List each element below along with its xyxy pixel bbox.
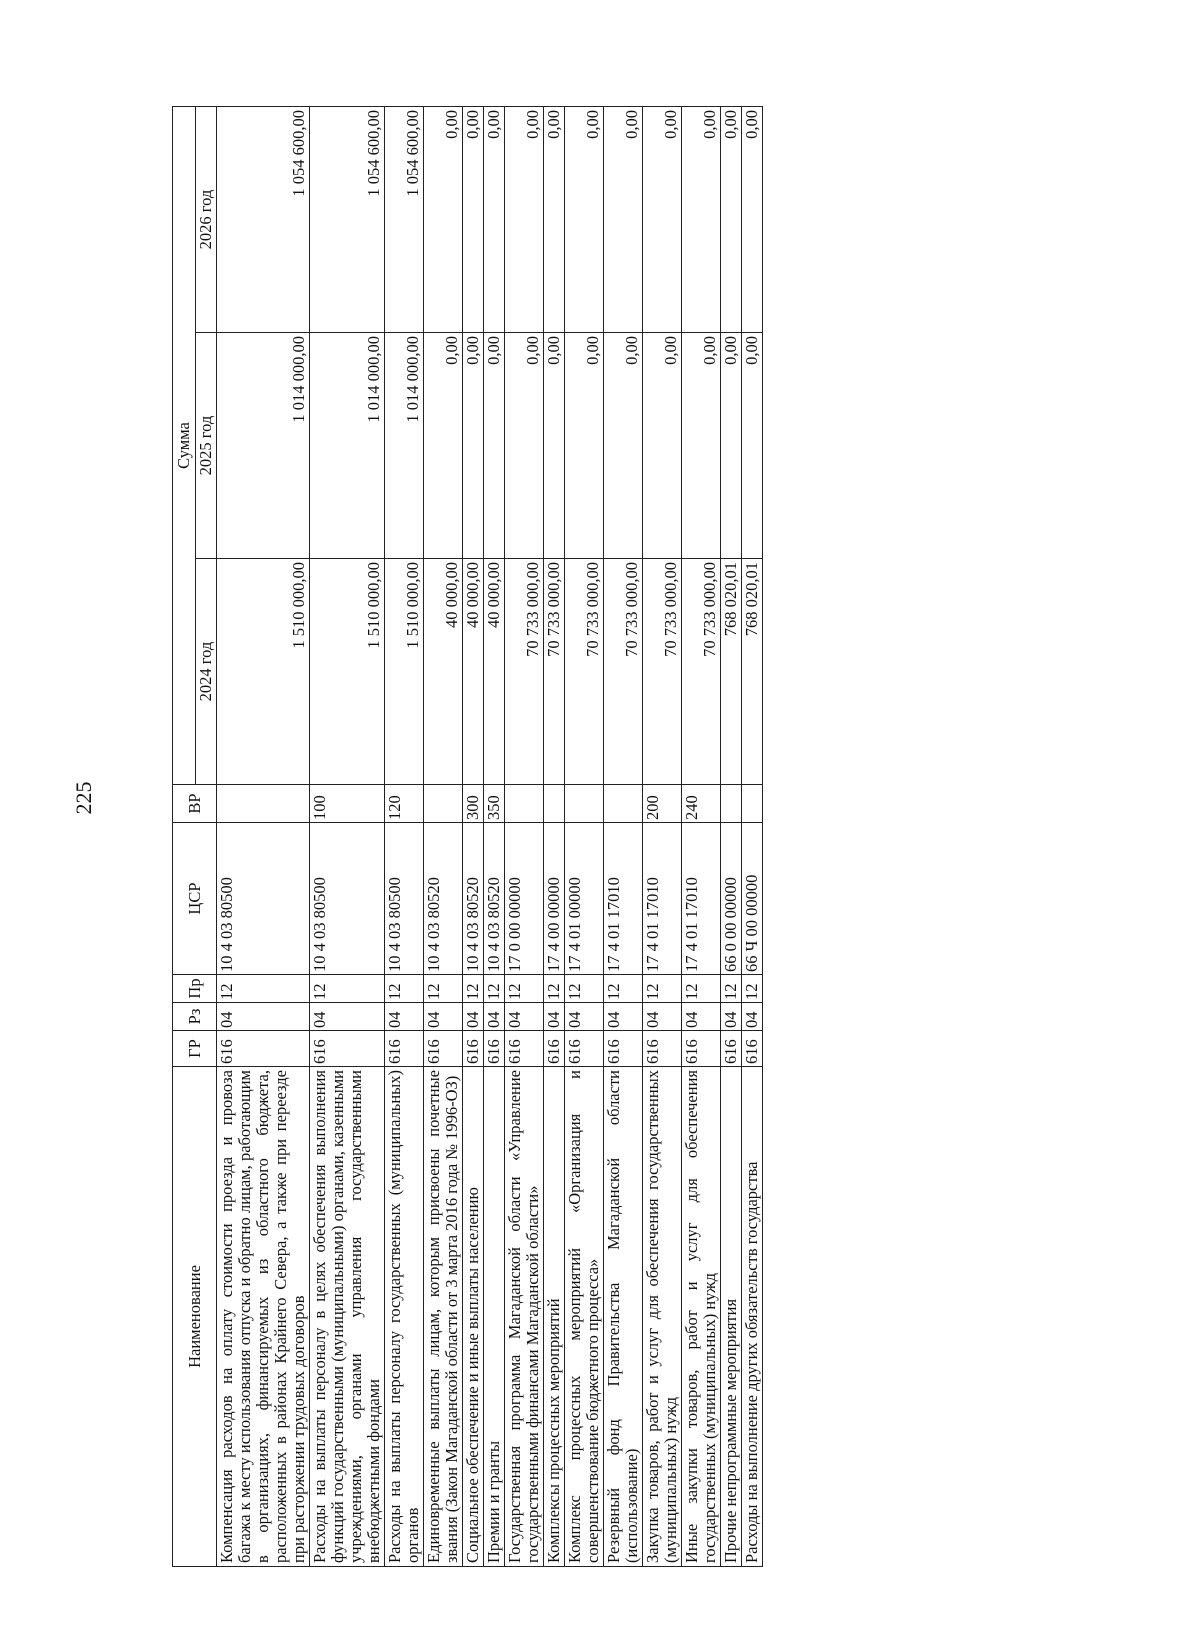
cell-2025: 1 014 000,00 [217, 333, 310, 559]
cell-pr: 12 [484, 975, 505, 1003]
cell-name: Единовременные выплаты лицам, которым присвоены почетные звания (Закон Магаданской области от 3 марта 2016 года № 1996-ОЗ) [424, 1067, 463, 1567]
budget-table [172, 106, 763, 1567]
cell-2026: 0,00 [424, 106, 463, 332]
cell-gr: 616 [682, 1031, 721, 1067]
cell-name: Иные закупки товаров, работ и услуг для обеспечения государственных (муниципальных) нужд [682, 1067, 721, 1567]
table-row [505, 106, 544, 1566]
cell-vr [544, 785, 565, 823]
cell-pr: 12 [643, 975, 682, 1003]
cell-csr: 10 4 03 80500 [385, 823, 424, 975]
cell-2026: 0,00 [682, 106, 721, 332]
cell-name: Государственная программа Магаданской области «Управление государственными финансами Магаданской области» [505, 1067, 544, 1567]
cell-gr: 616 [505, 1031, 544, 1067]
table-row [682, 106, 721, 1566]
cell-2025: 0,00 [484, 333, 505, 559]
table-row [544, 106, 565, 1566]
cell-csr: 17 4 01 00000 [565, 823, 604, 975]
cell-name: Комплекс процессных мероприятий «Организация и совершенствование бюджетного процесса» [565, 1067, 604, 1567]
budget-table-rotated [172, 107, 1054, 1567]
cell-2026: 0,00 [604, 106, 643, 332]
cell-name: Комплексы процессных мероприятий [544, 1067, 565, 1567]
cell-vr [721, 785, 742, 823]
cell-csr: 17 4 00 00000 [544, 823, 565, 975]
cell-2026: 0,00 [721, 106, 742, 332]
cell-rz: 04 [310, 1003, 385, 1031]
cell-2024: 70 733 000,00 [682, 559, 721, 785]
table-row [310, 106, 385, 1566]
header-vr: ВР [173, 785, 217, 823]
cell-rz: 04 [385, 1003, 424, 1031]
cell-2024: 40 000,00 [424, 559, 463, 785]
cell-2025: 1 014 000,00 [385, 333, 424, 559]
cell-vr: 120 [385, 785, 424, 823]
cell-2024: 70 733 000,00 [604, 559, 643, 785]
cell-2026: 1 054 600,00 [310, 106, 385, 332]
table-row [463, 106, 484, 1566]
header-gr: ГР [173, 1031, 217, 1067]
cell-2026: 0,00 [643, 106, 682, 332]
cell-gr: 616 [484, 1031, 505, 1067]
cell-pr: 12 [565, 975, 604, 1003]
cell-2026: 1 054 600,00 [217, 106, 310, 332]
cell-gr: 616 [721, 1031, 742, 1067]
cell-csr: 17 4 01 17010 [643, 823, 682, 975]
cell-csr: 17 4 01 17010 [682, 823, 721, 975]
cell-name: Социальное обеспечение и иные выплаты населению [463, 1067, 484, 1567]
table-row [643, 106, 682, 1566]
cell-gr: 616 [217, 1031, 310, 1067]
table-row [484, 106, 505, 1566]
cell-name: Расходы на выполнение других обязательств государства [742, 1067, 763, 1567]
cell-2026: 0,00 [505, 106, 544, 332]
cell-2026: 0,00 [544, 106, 565, 332]
cell-csr: 10 4 03 80520 [463, 823, 484, 975]
cell-gr: 616 [565, 1031, 604, 1067]
cell-rz: 04 [643, 1003, 682, 1031]
cell-vr: 100 [310, 785, 385, 823]
cell-name: Расходы на выплаты персоналу в целях обеспечения выполнения функций государственными (муниципальными) органами, казенными учреждениями, органами управления государственными внебюджетными фондами [310, 1067, 385, 1567]
header-rz: Рз [173, 1003, 217, 1031]
cell-vr: 300 [463, 785, 484, 823]
cell-vr [742, 785, 763, 823]
cell-name: Прочие непрограммные мероприятия [721, 1067, 742, 1567]
cell-rz: 04 [424, 1003, 463, 1031]
header-2026: 2026 год [196, 106, 217, 332]
cell-2024: 70 733 000,00 [643, 559, 682, 785]
cell-2024: 40 000,00 [484, 559, 505, 785]
table-row [742, 106, 763, 1566]
cell-gr: 616 [424, 1031, 463, 1067]
cell-gr: 616 [463, 1031, 484, 1067]
cell-2025: 0,00 [604, 333, 643, 559]
table-row [385, 106, 424, 1566]
table-row [604, 106, 643, 1566]
cell-2024: 70 733 000,00 [544, 559, 565, 785]
table-row [424, 106, 463, 1566]
cell-vr [565, 785, 604, 823]
cell-2025: 0,00 [424, 333, 463, 559]
cell-rz: 04 [484, 1003, 505, 1031]
cell-name: Резервный фонд Правительства Магаданской области (использование) [604, 1067, 643, 1567]
cell-2026: 0,00 [484, 106, 505, 332]
cell-gr: 616 [310, 1031, 385, 1067]
cell-rz: 04 [505, 1003, 544, 1031]
cell-rz: 04 [721, 1003, 742, 1031]
cell-name: Премии и гранты [484, 1067, 505, 1567]
header-2024: 2024 год [196, 559, 217, 785]
cell-csr: 66 Ч 00 00000 [742, 823, 763, 975]
cell-rz: 04 [742, 1003, 763, 1031]
cell-2024: 70 733 000,00 [565, 559, 604, 785]
cell-rz: 04 [565, 1003, 604, 1031]
cell-2024: 1 510 000,00 [217, 559, 310, 785]
cell-csr: 10 4 03 80520 [424, 823, 463, 975]
cell-name: Расходы на выплаты персоналу государственных (муниципальных) органов [385, 1067, 424, 1567]
header-2025: 2025 год [196, 333, 217, 559]
cell-2024: 768 020,01 [742, 559, 763, 785]
cell-2025: 0,00 [721, 333, 742, 559]
cell-csr: 66 0 00 00000 [721, 823, 742, 975]
cell-2025: 0,00 [505, 333, 544, 559]
cell-vr: 200 [643, 785, 682, 823]
cell-2024: 1 510 000,00 [385, 559, 424, 785]
cell-2026: 0,00 [463, 106, 484, 332]
header-pr: Пр [173, 975, 217, 1003]
cell-vr: 350 [484, 785, 505, 823]
cell-rz: 04 [217, 1003, 310, 1031]
cell-2025: 0,00 [742, 333, 763, 559]
cell-gr: 616 [742, 1031, 763, 1067]
cell-pr: 12 [721, 975, 742, 1003]
cell-pr: 12 [742, 975, 763, 1003]
cell-rz: 04 [544, 1003, 565, 1031]
cell-vr [424, 785, 463, 823]
cell-gr: 616 [385, 1031, 424, 1067]
cell-2024: 1 510 000,00 [310, 559, 385, 785]
cell-gr: 616 [544, 1031, 565, 1067]
cell-2025: 1 014 000,00 [310, 333, 385, 559]
cell-2025: 0,00 [463, 333, 484, 559]
cell-2024: 768 020,01 [721, 559, 742, 785]
cell-pr: 12 [385, 975, 424, 1003]
cell-gr: 616 [643, 1031, 682, 1067]
cell-csr: 10 4 03 80520 [484, 823, 505, 975]
cell-pr: 12 [544, 975, 565, 1003]
header-name: Наименование [173, 1067, 217, 1567]
cell-csr: 10 4 03 80500 [217, 823, 310, 975]
cell-name: Закупка товаров, работ и услуг для обеспечения государственных (муниципальных) нужд [643, 1067, 682, 1567]
cell-name: Компенсация расходов на оплату стоимости проезда и провоза багажа к месту использования отпуска и обратно лицам, работающим в организациях, финансируемых из областного бюджета, расположенных в районах Крайнего Севера, а также при переезде при расторжении трудовых договоров [217, 1067, 310, 1567]
cell-2025: 0,00 [682, 333, 721, 559]
cell-rz: 04 [463, 1003, 484, 1031]
cell-2026: 1 054 600,00 [385, 106, 424, 332]
cell-vr [217, 785, 310, 823]
cell-rz: 04 [604, 1003, 643, 1031]
cell-2024: 70 733 000,00 [505, 559, 544, 785]
cell-pr: 12 [310, 975, 385, 1003]
cell-pr: 12 [505, 975, 544, 1003]
table-row [721, 106, 742, 1566]
cell-pr: 12 [217, 975, 310, 1003]
cell-2026: 0,00 [565, 106, 604, 332]
header-csr: ЦСР [173, 823, 217, 975]
cell-pr: 12 [463, 975, 484, 1003]
cell-2025: 0,00 [643, 333, 682, 559]
cell-pr: 12 [604, 975, 643, 1003]
cell-csr: 10 4 03 80500 [310, 823, 385, 975]
cell-2024: 40 000,00 [463, 559, 484, 785]
cell-2026: 0,00 [742, 106, 763, 332]
cell-2025: 0,00 [544, 333, 565, 559]
cell-csr: 17 0 00 00000 [505, 823, 544, 975]
cell-vr [604, 785, 643, 823]
cell-2025: 0,00 [565, 333, 604, 559]
cell-vr: 240 [682, 785, 721, 823]
table-row [217, 106, 310, 1566]
cell-vr [505, 785, 544, 823]
cell-pr: 12 [424, 975, 463, 1003]
cell-pr: 12 [682, 975, 721, 1003]
cell-rz: 04 [682, 1003, 721, 1031]
cell-gr: 616 [604, 1031, 643, 1067]
table-row [565, 106, 604, 1566]
cell-csr: 17 4 01 17010 [604, 823, 643, 975]
page-number: 225 [71, 781, 96, 815]
header-sum: Сумма [173, 106, 196, 784]
